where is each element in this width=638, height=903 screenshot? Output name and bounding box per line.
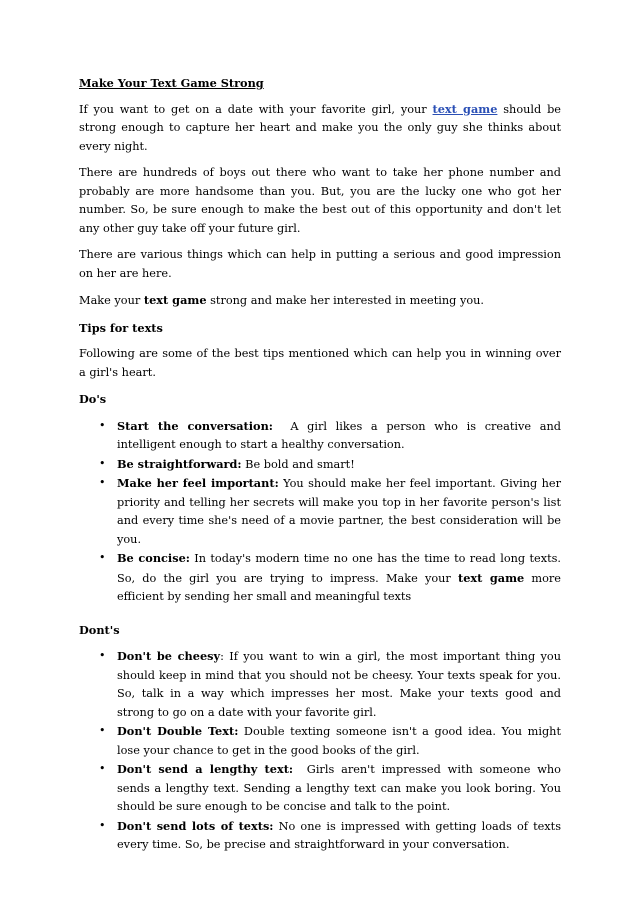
- document-page: [79, 74, 565, 865]
- intro-text-after: should be strong enough to capture her heart and make you the only guy she thinks about every night.: [79, 102, 561, 153]
- bullet-icon: •: [99, 476, 106, 489]
- p4-text-after: strong and make her interested in meeting you.: [206, 294, 485, 307]
- paragraph-hundreds-of-boys: There are hundreds of boys out there who want to take her phone number and probably are more handsome than you. But, you are the lucky one who got her number. So, be sure enough to make the best out of this opportunity and don't let any other guy take off your future girl.: [79, 166, 561, 235]
- list-item-term: Start the conversation:: [117, 418, 273, 433]
- list-item: [79, 760, 565, 817]
- list-item-term: Don't send lots of texts:: [117, 818, 274, 833]
- intro-paragraph: [79, 100, 561, 157]
- bullet-icon: •: [99, 456, 106, 470]
- intro-text-before: If you want to get on a date with your favorite girl, your: [79, 102, 433, 116]
- list-item-term: Be concise:: [117, 551, 190, 565]
- list-item: [79, 455, 561, 475]
- tips-heading: Tips for texts: [79, 320, 163, 335]
- paragraph-following-tips: Following are some of the best tips mentioned which can help you in winning over a girl's heart.: [79, 347, 561, 379]
- document-title: Make Your Text Game Strong: [79, 76, 264, 90]
- text-game-link[interactable]: text game: [432, 101, 498, 116]
- bullet-icon: •: [99, 818, 106, 832]
- list-item-term: Don't send a lengthy text:: [117, 762, 294, 776]
- list-item-text: You should make her feel important. Giving her priority and telling her secrets will make you top in her favorite person's list and every time she's need of a movie partner, the best consideration will be you.: [117, 477, 561, 546]
- bullet-icon: •: [99, 724, 106, 737]
- list-item-text: : If you want to win a girl, the most important thing you should keep in mind that you should not be cheesy. Your texts speak for you. So, talk in a way which impresses her most. Make your texts good and strong to go on a date with your favorite girl.: [117, 650, 561, 719]
- list-item-term: Make her feel important:: [117, 476, 279, 490]
- list-item-term: Be straightforward:: [117, 456, 242, 471]
- list-item-term: Don't be cheesy: [117, 649, 221, 663]
- dos-heading: Do's: [79, 392, 107, 406]
- dos-list: [79, 417, 565, 607]
- list-item-text: Double texting someone isn't a good idea. You might lose your chance to get in the good books of the girl.: [117, 725, 561, 757]
- list-item-text: Girls aren't impressed with someone who sends a lengthy text. Sending a lengthy text can make you look boring. You should be sure enough to be concise and talk to the point.: [117, 763, 565, 813]
- bullet-icon: •: [99, 762, 106, 775]
- list-item: [79, 817, 561, 855]
- list-item-bold-text-game: text game: [457, 570, 525, 585]
- p4-text-before: Make your: [79, 294, 144, 307]
- list-item: [79, 647, 561, 722]
- bullet-icon: •: [99, 649, 106, 662]
- list-item-text: A girl likes a person who is creative and intelligent enough to start a healthy conversation.: [117, 419, 565, 451]
- list-item-text: Be bold and smart!: [241, 457, 355, 471]
- list-item: [79, 474, 561, 549]
- list-item-text-before: In today's modern time no one has the time to read long texts. So, do the girl you are trying to impress. Make your: [117, 552, 561, 585]
- donts-heading: Dont's: [79, 622, 120, 637]
- list-item-text: No one is impressed with getting loads of texts every time. So, be precise and straightforward in your conversation.: [117, 819, 562, 851]
- list-item: [79, 722, 561, 760]
- donts-list: [79, 647, 565, 855]
- list-item-term: Don't Double Text:: [117, 724, 239, 738]
- paragraph-various-things: There are various things which can help in putting a serious and good impression on her are here.: [79, 248, 561, 280]
- bullet-icon: •: [99, 551, 106, 564]
- list-item: [79, 417, 565, 455]
- list-item: [79, 549, 561, 607]
- p4-bold-text-game: text game: [143, 293, 207, 307]
- bullet-icon: •: [99, 418, 106, 432]
- paragraph-make-text-game: [79, 291, 561, 311]
- list-item-text-after: more efficient by sending her small and meaningful texts: [117, 571, 561, 603]
